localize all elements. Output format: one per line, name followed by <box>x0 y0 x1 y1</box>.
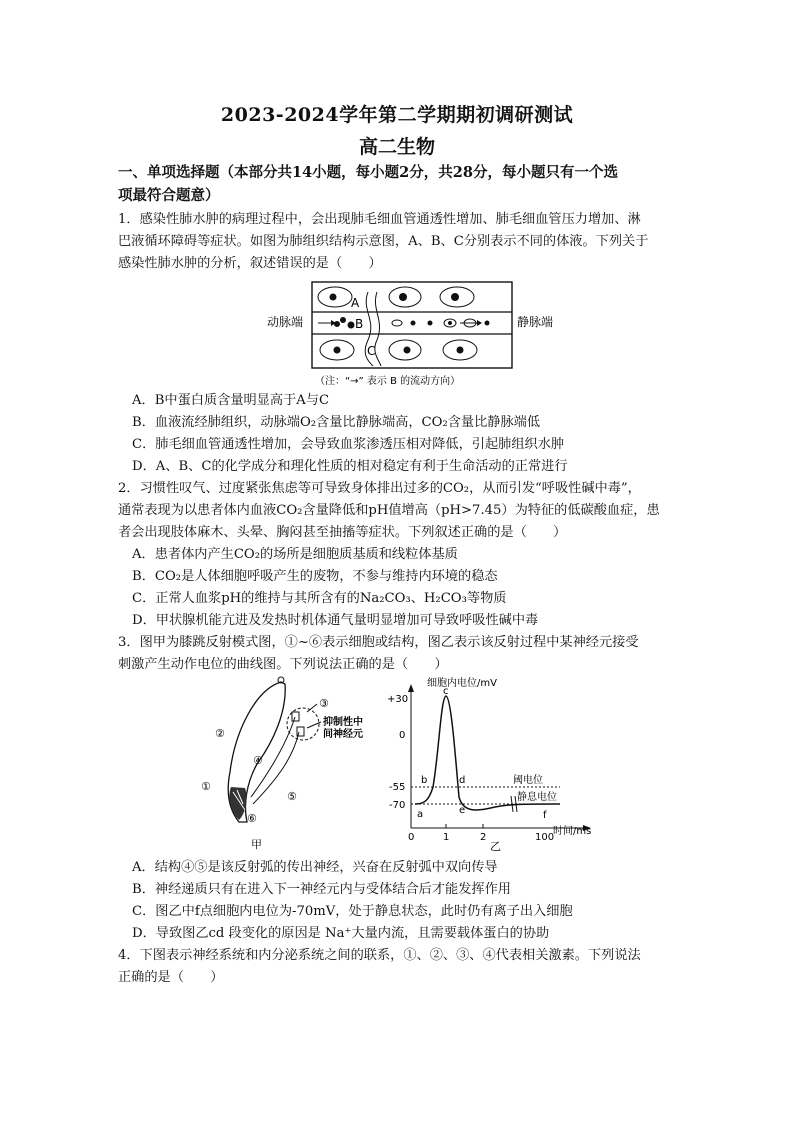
label-n6: ⑥ <box>247 812 257 825</box>
lung-tissue-diagram <box>265 280 554 390</box>
point-d: d <box>459 775 466 786</box>
q4-stem-1: 4．下图表示神经系统和内分泌系统之间的联系，①、②、③、④代表相关激素。下列说法 <box>118 948 641 963</box>
section-heading-cont: 项最符合题意） <box>118 187 220 204</box>
figure-note: （注：“→” 表示 B 的流动方向） <box>315 376 461 387</box>
point-b: b <box>421 775 428 786</box>
q4-stem-2: 正确的是（ ） <box>118 970 224 985</box>
q1-stem-1: 1．感染性肺水肿的病理过程中，会出现肺毛细血管通透性增加、肺毛细血管压力增加、淋 <box>118 212 641 227</box>
x-tick-1: 1 <box>443 832 450 843</box>
label-a: A <box>351 296 360 310</box>
action-potential-chart <box>385 672 600 853</box>
figure-yi-label: 乙 <box>490 840 501 853</box>
point-a: a <box>417 809 424 820</box>
figure-jia-label: 甲 <box>251 838 262 851</box>
q3-option-b: B．神经递质只有在进入下一神经元内与受体结合后才能发挥作用 <box>132 882 511 897</box>
threshold-label: 阈电位 <box>513 775 543 786</box>
x-tick-0: 0 <box>408 832 415 843</box>
q3-stem-2: 刺激产生动作电位的曲线图。下列说法正确的是（ ） <box>118 657 448 672</box>
q1-option-d: D．A、B、C的化学成分和理化性质的相对稳定有利于生命活动的正常进行 <box>132 459 568 474</box>
q2-stem-2: 通常表现为以患者体内血液CO₂含量降低和pH值增高（pH>7.45）为特征的低碳酸血症，患 <box>118 503 660 518</box>
y-tick-55: -55 <box>389 782 406 793</box>
q1-stem-2: 巴液循环障碍等症状。如图为肺组织结构示意图，A、B、C分别表示不同的体液。下列关于 <box>118 234 649 249</box>
subject-title: 高二生物 <box>358 136 435 158</box>
label-n3: ③ <box>319 697 329 710</box>
knee-reflex-diagram <box>195 672 385 850</box>
q1-option-c: C．肺毛细血管通透性增加，会导致血浆渗透压相对降低，引起肺组织水肿 <box>132 437 565 452</box>
y-tick-30: +30 <box>387 694 409 705</box>
exam-title: 2023-2024学年第二学期期初调研测试 <box>220 104 574 126</box>
q2-option-a: A．患者体内产生CO₂的场所是细胞质基质和线粒体基质 <box>132 547 458 562</box>
inhibitory-label-1: 抑制性中 <box>323 717 363 728</box>
x-tick-100: 100 <box>535 832 555 843</box>
q3-option-d: D．导致图乙cd 段变化的原因是 Na⁺大量内流，且需要载体蛋白的协助 <box>132 926 550 941</box>
vein-end-label: 静脉端 <box>517 315 554 329</box>
point-e: e <box>459 805 466 816</box>
y-tick-70: -70 <box>389 800 406 811</box>
label-n4: ④ <box>253 754 263 767</box>
q2-stem-3: 者会出现肢体麻木、头晕、胸闷甚至抽搐等症状。下列叙述正确的是（ ） <box>118 525 567 540</box>
x-axis-title: 时间/ms <box>553 826 592 837</box>
label-b: B <box>355 317 364 331</box>
label-n2: ② <box>215 727 225 740</box>
y-axis-title: 细胞内电位/mV <box>427 678 497 689</box>
artery-end-label: 动脉端 <box>267 315 304 329</box>
resting-label: 静息电位 <box>517 792 557 803</box>
q1-option-a: A．B中蛋白质含量明显高于A与C <box>132 393 330 408</box>
q2-option-b: B．CO₂是人体细胞呼吸产生的废物，不参与维持内环境的稳态 <box>132 569 498 584</box>
inhibitory-label-2: 间神经元 <box>323 729 363 740</box>
label-n5: ⑤ <box>287 790 297 803</box>
q3-option-c: C．图乙中f点细胞内电位为-70mV，处于静息状态，此时仍有离子出入细胞 <box>132 904 573 919</box>
x-tick-2: 2 <box>480 832 487 843</box>
y-tick-0: 0 <box>399 730 406 741</box>
q2-option-d: D．甲状腺机能亢进及发热时机体通气量明显增加可导致呼吸性碱中毒 <box>132 613 539 628</box>
q1-stem-3: 感染性肺水肿的分析，叙述错误的是（ ） <box>118 256 382 271</box>
q3-stem-1: 3．图甲为膝跳反射模式图，①~⑥表示细胞或结构，图乙表示该反射过程中某神经元接受 <box>118 635 639 650</box>
q2-option-c: C．正常人血浆pH的维持与其所含有的Na₂CO₃、H₂CO₃等物质 <box>132 591 507 606</box>
q2-stem-1: 2．习惯性叹气、过度紧张焦虑等可导致身体排出过多的CO₂，从而引发“呼吸性碱中毒”， <box>118 481 641 496</box>
label-n1: ① <box>201 780 211 793</box>
label-c: C <box>367 344 376 358</box>
q3-option-a: A．结构④⑤是该反射弧的传出神经，兴奋在反射弧中双向传导 <box>132 860 498 875</box>
section-heading: 一、单项选择题（本部分共14小题，每小题2分，共28分，每小题只有一个选 <box>118 164 618 181</box>
point-f: f <box>543 810 547 821</box>
point-c: c <box>443 686 449 697</box>
q1-option-b: B．血液流经肺组织，动脉端O₂含量比静脉端高，CO₂含量比静脉端低 <box>132 415 541 430</box>
